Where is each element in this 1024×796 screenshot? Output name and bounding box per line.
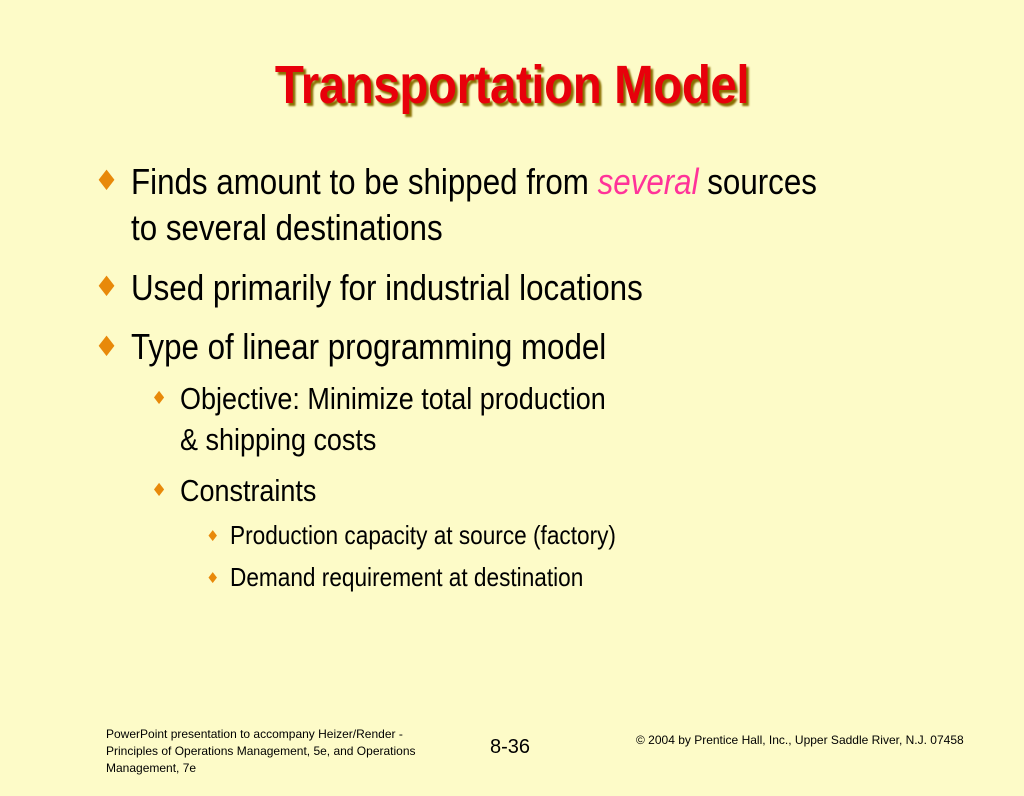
bullet-1-line-2: to several destinations [131, 207, 443, 248]
bullet-diamond-icon: ♦ [94, 330, 120, 363]
sub-sub-bullet-diamond-icon: ♦ [206, 527, 220, 545]
sub-bullet-objective-line-2: & shipping costs [180, 422, 377, 457]
sub-bullet-diamond-icon: ♦ [151, 388, 168, 409]
bullet-3: Type of linear programming model [131, 326, 607, 367]
constraint-item-2: Demand requirement at destination [230, 562, 584, 592]
footer-source: PowerPoint presentation to accompany Heizer/Render - Principles of Operations Management, 5e, and Operations Management, 7e [106, 727, 416, 775]
slide-title: Transportation Model [274, 55, 750, 115]
sub-bullet-objective: Objective: Minimize total production [180, 381, 606, 416]
sub-bullet-constraints: Constraints [180, 473, 317, 508]
bullet-1-text-post: sources [698, 161, 817, 202]
sub-bullet-diamond-icon: ♦ [151, 480, 168, 501]
sub-sub-bullet-diamond-icon: ♦ [206, 569, 220, 587]
bullet-diamond-icon: ♦ [94, 270, 120, 303]
page-number: 8-36 [490, 736, 531, 758]
bullet-1-emphasis: several [597, 161, 699, 202]
bullet-1-text-pre: Finds amount to be shipped from [131, 161, 598, 202]
constraint-item-1: Production capacity at source (factory) [230, 520, 616, 550]
bullet-2: Used primarily for industrial locations [131, 267, 643, 308]
bullet-1 [131, 160, 919, 204]
bullet-diamond-icon: ♦ [94, 164, 120, 197]
footer-copyright: © 2004 by Prentice Hall, Inc., Upper Saddle River, N.J. 07458 [636, 733, 964, 747]
